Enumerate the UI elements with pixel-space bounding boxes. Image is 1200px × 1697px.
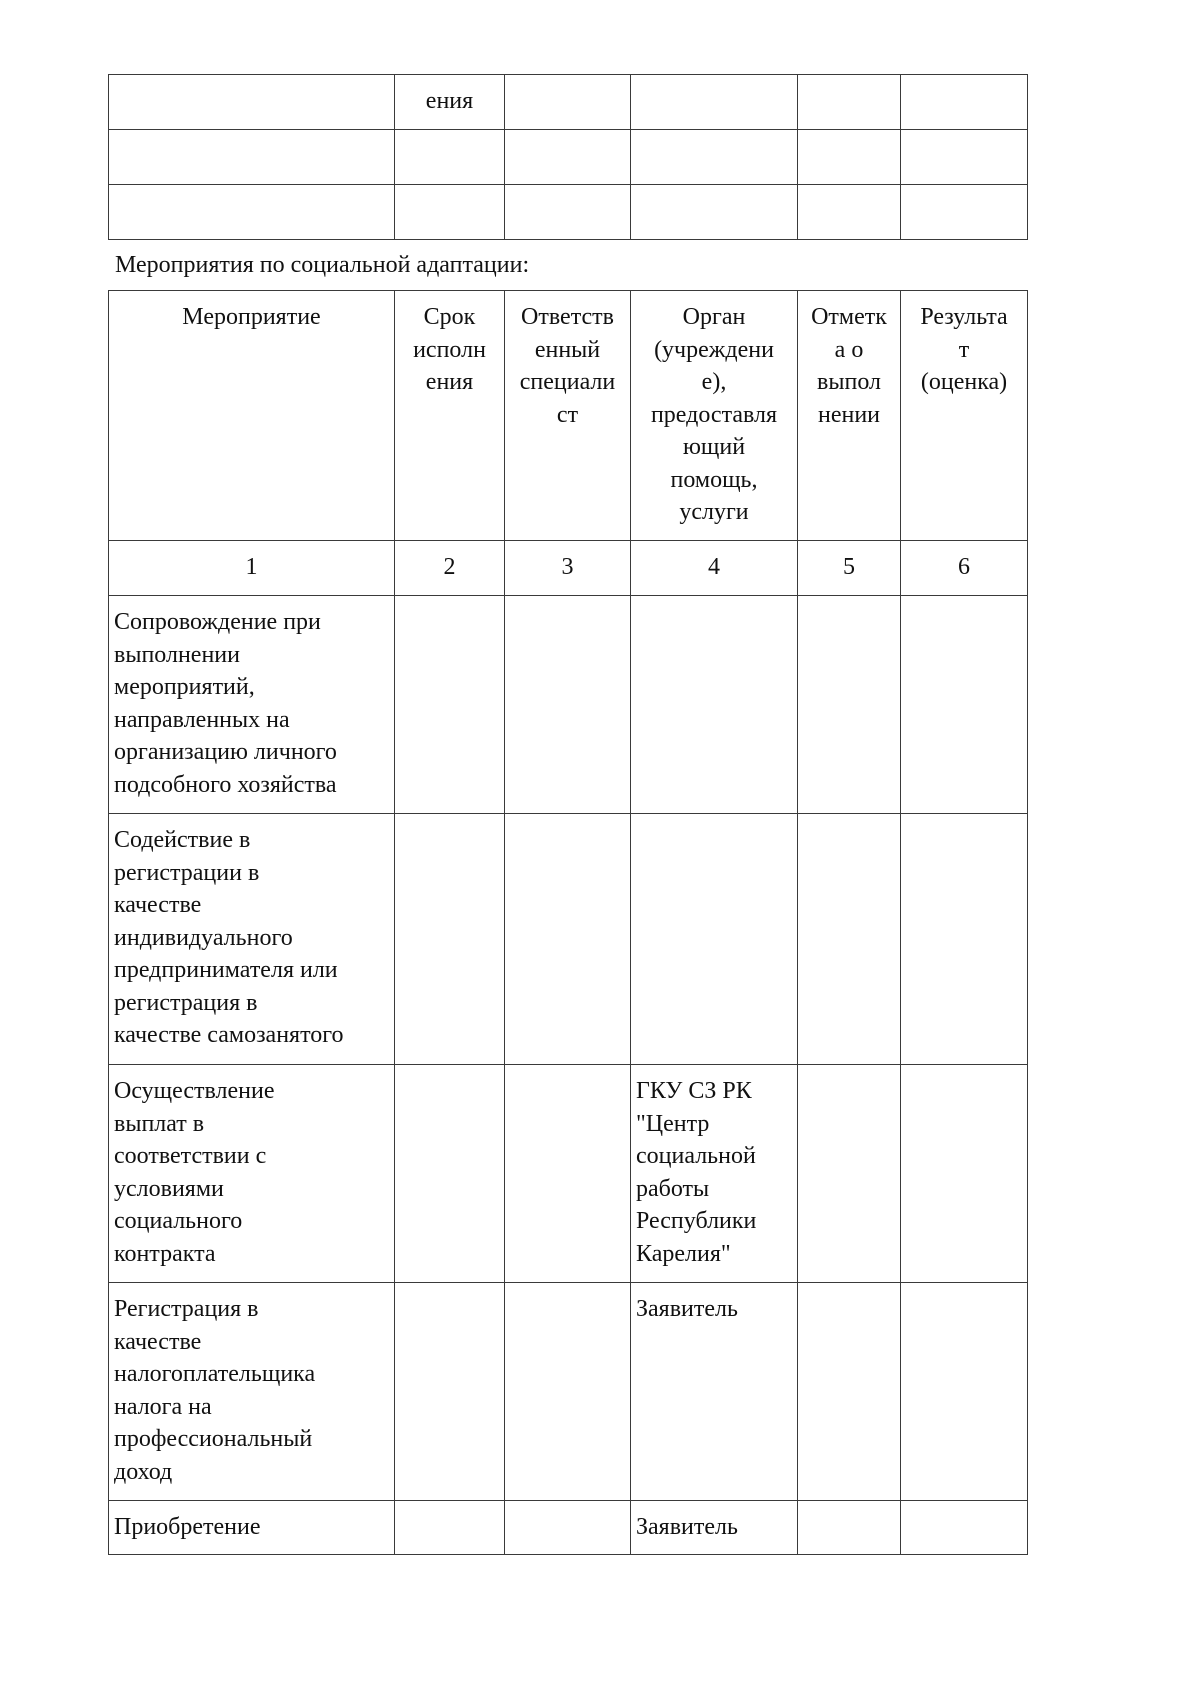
table-cell [798, 185, 901, 240]
event-cell: Приобретение [109, 1501, 395, 1555]
table-cell [109, 130, 395, 185]
table-cell [395, 814, 505, 1065]
table-row [109, 75, 1028, 130]
table-cell [395, 130, 505, 185]
table-cell [901, 1283, 1028, 1501]
table-row [109, 814, 1028, 1065]
section-title: Мероприятия по социальной адаптации: [115, 252, 530, 278]
table-cell [901, 75, 1028, 130]
table-cell [901, 596, 1028, 814]
header-cell-responsible: Ответств енный специали ст [505, 291, 631, 541]
table-cell [901, 185, 1028, 240]
header-cell-completion-mark: Отметк а о выпол нении [798, 291, 901, 541]
table-cell [631, 596, 798, 814]
table-cell [901, 1501, 1028, 1555]
top-table-fragment [108, 74, 1028, 240]
event-cell: Регистрация в качестве налогоплательщика налога на профессиональный доход [109, 1283, 395, 1501]
table-cell [798, 75, 901, 130]
header-cell-organization: Орган (учреждени е), предоставля ющий помощь, услуги [631, 291, 798, 541]
column-number-row [109, 541, 1028, 596]
table-cell [109, 75, 395, 130]
table-cell [631, 185, 798, 240]
table-cell [505, 596, 631, 814]
table-cell [798, 1501, 901, 1555]
table-cell [395, 75, 505, 130]
table-cell [505, 130, 631, 185]
table-cell [395, 1065, 505, 1283]
table-cell [631, 75, 798, 130]
table-row [109, 130, 1028, 185]
table-cell [798, 596, 901, 814]
table-cell [631, 130, 798, 185]
table-cell [395, 185, 505, 240]
header-cell-deadline: Срок исполн ения [395, 291, 505, 541]
table-cell [505, 185, 631, 240]
table-cell [798, 130, 901, 185]
table-cell [109, 185, 395, 240]
table-cell [505, 1065, 631, 1283]
table-cell [395, 1501, 505, 1555]
table-cell [505, 1283, 631, 1501]
header-cell-event: Мероприятие [109, 291, 395, 541]
column-number: 6 [901, 541, 1028, 596]
column-number: 4 [631, 541, 798, 596]
table-cell [798, 1065, 901, 1283]
table-row [109, 596, 1028, 814]
event-cell: Содействие в регистрации в качестве индивидуального предпринимателя или регистрация в качестве самозанятого [109, 814, 395, 1065]
social-adaptation-table [108, 290, 1028, 1555]
table-cell [505, 75, 631, 130]
cell-text: ения [425, 88, 474, 114]
event-cell: Осуществление выплат в соответствии с условиями социального контракта [109, 1065, 395, 1283]
table-cell [631, 814, 798, 1065]
table-cell [901, 814, 1028, 1065]
event-cell: Сопровождение при выполнении мероприятий, направленных на организацию личного подсобного хозяйства [109, 596, 395, 814]
column-number: 1 [109, 541, 395, 596]
table-cell [395, 596, 505, 814]
table-cell [901, 1065, 1028, 1283]
table-row [109, 1283, 1028, 1501]
table-cell [505, 1501, 631, 1555]
organization-cell: Заявитель [631, 1283, 798, 1501]
organization-cell: Заявитель [631, 1501, 798, 1555]
table-row [109, 1065, 1028, 1283]
table-cell [505, 814, 631, 1065]
table-header-row [109, 291, 1028, 541]
column-number: 3 [505, 541, 631, 596]
column-number: 5 [798, 541, 901, 596]
header-cell-result: Результа т (оценка) [901, 291, 1028, 541]
table-cell [901, 130, 1028, 185]
column-number: 2 [395, 541, 505, 596]
table-cell [798, 1283, 901, 1501]
organization-cell: ГКУ СЗ РК "Центр социальной работы Республики Карелия" [631, 1065, 798, 1283]
table-cell [798, 814, 901, 1065]
table-row [109, 1501, 1028, 1555]
table-cell [395, 1283, 505, 1501]
table-row [109, 185, 1028, 240]
